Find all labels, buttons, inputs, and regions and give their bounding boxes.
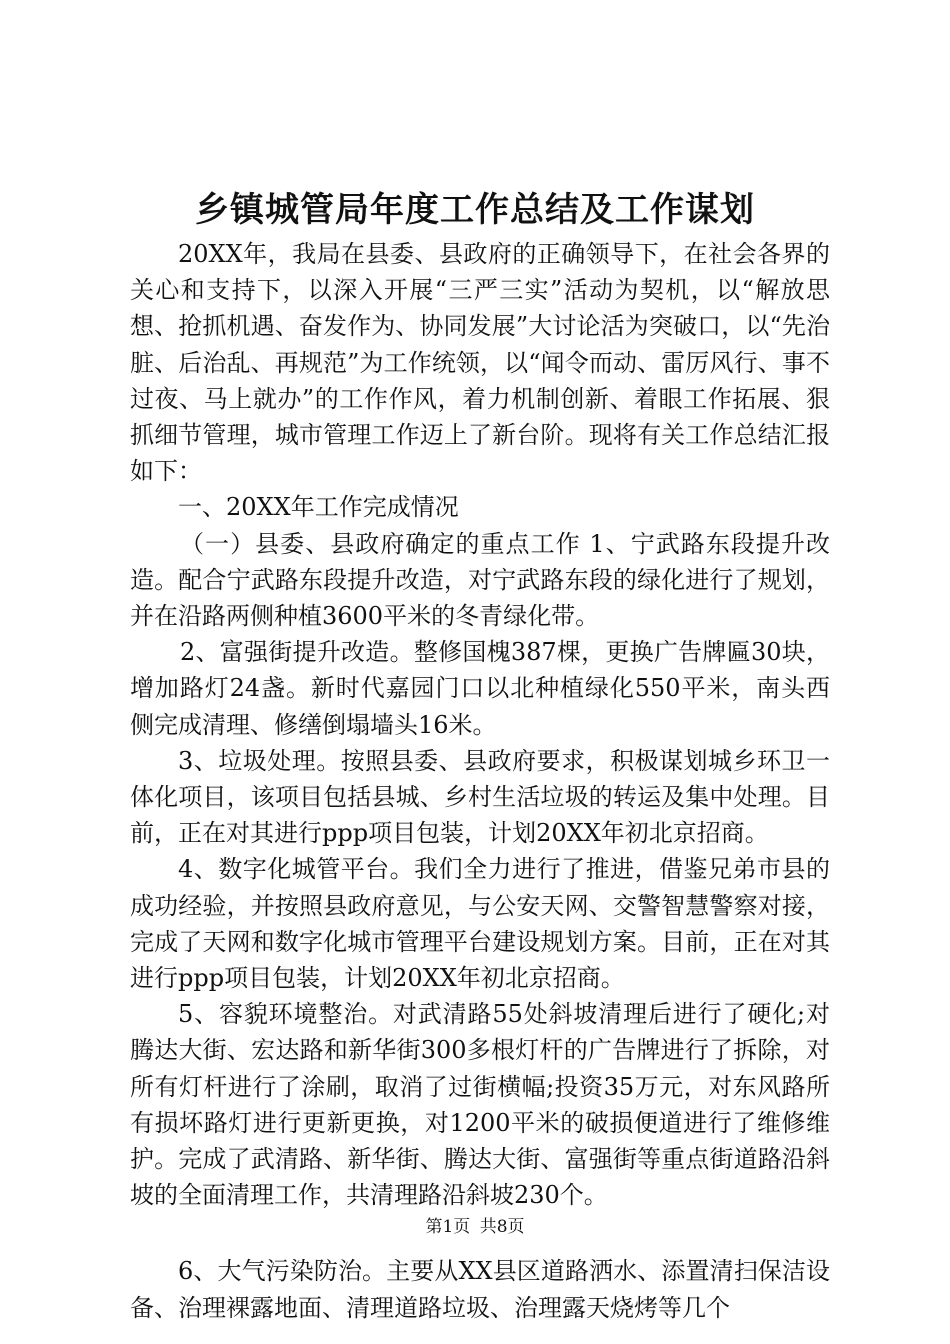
- paragraph-item-5: 5、容貌环境整治。对武清路55处斜坡清理后进行了硬化;对腾达大街、宏达路和新华街300多根灯杆的广告牌进行了拆除，对所有灯杆进行了涂刷，取消了过街横幅;投资35万元，对东风路所有损坏路灯进行更新更换，对1200平米的破损便道进行了维修维护。完成了武清路、新华街、腾达大街、富强街等重点街道路沿斜坡的全面清理工作，共清理路沿斜坡230个。: [130, 1000, 830, 1210]
- document-body: [130, 236, 830, 1326]
- page-total: 共8页: [479, 1217, 525, 1237]
- paragraph-item-3: 3、垃圾处理。按照县委、县政府要求，积极谋划城乡环卫一体化项目，该项目包括县城、乡村生活垃圾的转运及集中处理。目前，正在对其进行ppp项目包装，计划20XX年初北京招商。: [130, 746, 830, 848]
- paragraph-item-4: 4、数字化城管平台。我们全力进行了推进，借鉴兄弟市县的成功经验，并按照县政府意见，与公安天网、交警智慧警察对接，完成了天网和数字化城市管理平台建设规划方案。目前，正在对其进行ppp项目包装，计划20XX年初北京招商。: [130, 855, 830, 993]
- page-title: 乡镇城管局年度工作总结及工作谋划: [195, 190, 755, 230]
- paragraph-item-2: 2、富强街提升改造。整修国槐387棵，更换广告牌匾30块，增加路灯24盏。新时代嘉园门口以北种植绿化550平米，南头西侧完成清理、修缮倒塌墙头16米。: [130, 638, 830, 739]
- section-heading: 一、20XX年工作完成情况: [178, 493, 459, 522]
- page-number: 第1页: [425, 1217, 471, 1237]
- paragraph-intro: 20XX年，我局在县委、县政府的正确领导下，在社会各界的关心和支持下，以深入开展“三严三实”活动为契机，以“解放思想、抢抓机遇、奋发作为、协同发展”大讨论活为突破口，以“先治脏、后治乱、再规范”为工作统领，以“闻令而动、雷厉风行、事不过夜、马上就办”的工作作风，着力机制创新、着眼工作拓展、狠抓细节管理，城市管理工作迈上了新台阶。现将有关工作总结汇报如下：: [130, 240, 830, 486]
- page-footer: [0, 1216, 950, 1238]
- paragraph-item-1: （一）县委、县政府确定的重点工作 1、宁武路东段提升改造。配合宁武路东段提升改造，对宁武路东段的绿化进行了规划，并在沿路两侧种植3600平米的冬青绿化带。: [130, 529, 830, 631]
- paragraph-item-6: 6、大气污染防治。主要从XX县区道路洒水、添置清扫保洁设备、治理裸露地面、清理道路垃圾、治理露天烧烤等几个: [130, 1257, 830, 1322]
